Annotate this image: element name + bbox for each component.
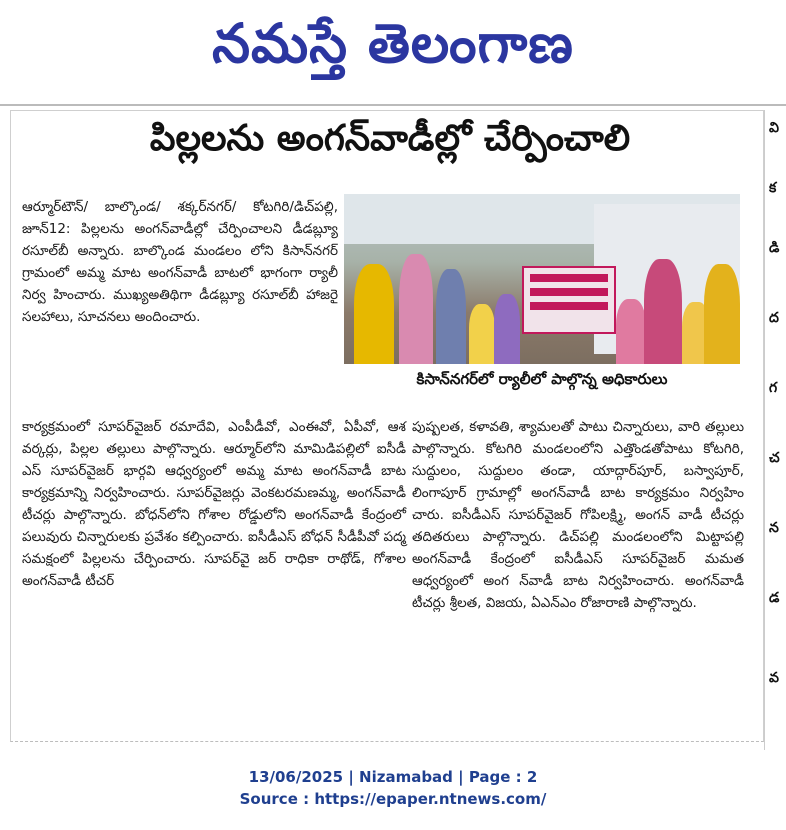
photo-person bbox=[644, 259, 682, 364]
article-headline: పిల్లలను అంగన్‌వాడీల్లో చేర్పించాలి bbox=[149, 118, 631, 159]
photo-person bbox=[399, 254, 433, 364]
side-glyph: ద bbox=[769, 310, 779, 326]
edition-info: 13/06/2025 | Nizamabad | Page : 2 bbox=[248, 768, 538, 786]
source-link[interactable]: Source : https://epaper.ntnews.com/ bbox=[239, 790, 547, 808]
side-glyph: వి bbox=[769, 120, 779, 136]
newspaper-logo-title: నమస్తే తెలంగాణ bbox=[212, 12, 574, 75]
article-body-column-1-top: ఆర్మూర్‌టౌన్‌/ బాల్కొండ/ శక్కర్‌నగర్‌/ కోటగిరి/డిచ్‌పల్లి, జూన్‌12: పిల్లలను అంగన్‌వాడీల్లో చేర్పించాలని డీడబ్ల్యూ రసూల్‌బీ అన్నారు. బాల్కొండ మండలం లోని కిసాన్‌నగర్‌ గ్రామంలో అమ్మ మాట అంగన్‌వాడీ బాటలో భాగంగా ర్యాలీ నిర్వ హించారు. ముఖ్యఅతిథిగా డీడబ్ల్యూ రసూల్‌బీ హాజరై సలహాలు, సూచనలు అందించారు. bbox=[22, 199, 338, 325]
article-body-column-1-bottom: కార్యక్రమంలో సూపర్‌వైజర్‌ రమాదేవి, ఎంపీడీవో, ఎంఈవో, ఏపీవో, ఆశ వర్కర్లు, పిల్లల తల్లులు పాల్గొన్నారు. ఆర్మూర్‌లోని మామిడిపల్లిలో ఐసీడీ ఎస్‌ సూపర్‌వైజర్‌ భార్గవి ఆధ్వర్యంలో అమ్మ మాట అంగన్‌వాడీ బాట కార్యక్రమాన్ని నిర్వహించారు. సూపర్‌వైజర్లు వెంకటరమణమ్మ, అంగన్‌వాడీ టీచర్లు పాల్గొన్నారు. బోధన్‌లోని గోశాల రోడ్డులోని అంగన్‌వాడీ కేంద్రంలో పలువురు చిన్నారులకు ప్రవేశం కల్పించారు. ఐసీడీఎస్‌ బోధన్‌ సీడీపీవో పద్మ సమక్షంలో పిల్లలను చేర్పించారు. సూపర్‌వై జర్‌ రాధికా రాథోడ్‌, గోశాల అంగన్‌వాడీ టీచర్‌ bbox=[22, 419, 406, 589]
side-glyph: వ bbox=[769, 670, 779, 686]
side-glyph: గ bbox=[769, 380, 778, 396]
photo-caption: కిసాన్‌నగర్‌లో ర్యాలీలో పాల్గొన్న అధికారులు bbox=[344, 364, 740, 394]
masthead-divider bbox=[0, 104, 786, 106]
masthead bbox=[0, 0, 786, 102]
side-glyph: చ bbox=[769, 450, 780, 466]
photo-person bbox=[704, 264, 740, 364]
side-glyph: డ bbox=[769, 590, 780, 606]
photo-child bbox=[616, 299, 646, 364]
article-photo bbox=[344, 194, 740, 364]
article-body-column-2: పుష్పలత, కళావతి, శ్యామలతో పాటు చిన్నారులు, వారి తల్లులు పాల్గొన్నారు. కోటగిరి మండలంలోని ఎత్తొండతోపాటు కోటగిరి, సుద్దులం, సుద్దులం తండా, యాద్గార్‌పూర్‌, బస్వాపూర్‌, లింగాపూర్‌ గ్రామాల్లో అంగన్‌వాడీ బాట కార్యక్రమం నిర్వహిం చారు. ఐసీడీఎస్‌ సూపర్‌వైజర్‌ గోపిలక్ష్మి, అంగన్‌ వాడీ టీచర్లు తదితరులు పాల్గొన్నారు. డిచ్‌పల్లి మండలంలోని మిట్టాపల్లి అంగన్‌వాడీ కేంద్రంలో ఐసీడీఎస్‌ సూపర్‌వైజర్‌ మమత ఆధ్వర్యంలో అంగ న్‌వాడీ బాట నిర్వహించారు. అంగన్‌వాడీ టీచర్లు శ్రీలత, విజయ, ఏఎన్‌ఎం రోజారాణి పాల్గొన్నారు. bbox=[412, 419, 744, 611]
side-glyph: క bbox=[769, 180, 777, 196]
adjacent-article-column bbox=[764, 110, 786, 750]
side-glyph: న bbox=[769, 520, 779, 536]
photo-child bbox=[494, 294, 520, 364]
photo-child bbox=[469, 304, 495, 364]
photo-rally-banner bbox=[522, 266, 616, 334]
photo-person bbox=[436, 269, 466, 364]
side-glyph: డి bbox=[769, 240, 780, 256]
photo-person bbox=[354, 264, 394, 364]
